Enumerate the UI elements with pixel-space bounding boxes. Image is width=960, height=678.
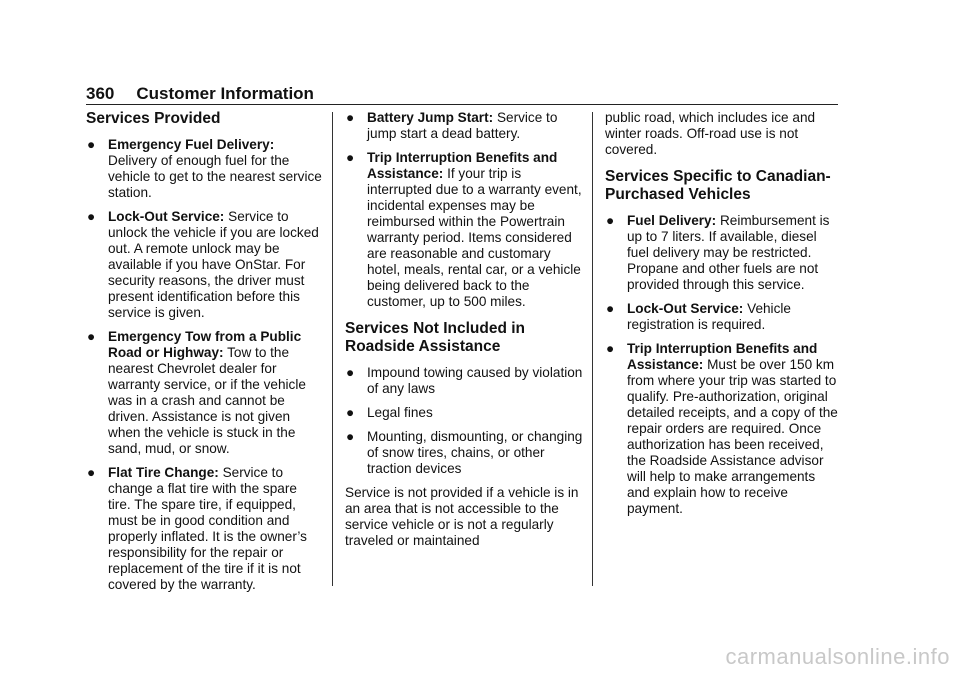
list-item: ● Lock-Out Service: Vehicle registration is required.: [606, 301, 791, 332]
bullet-icon: ●: [346, 429, 355, 444]
column-3: [605, 110, 841, 525]
list-item: ● Fuel Delivery: Reimbursement is up to 7 liters. If available, diesel fuel delivery may be restricted. Propane and other fuels are not provided through this service.: [606, 213, 830, 292]
list-item: ● Emergency Tow from a Public Road or Highway: Tow to the nearest Chevrolet dealer for warranty service, or if the vehicle was in a crash and cannot be driven. Assistance is not given when the vehicle is stuck in the sand, mud, or snow.: [87, 329, 306, 456]
services-provided-list: [86, 137, 322, 593]
list-item: ● Trip Interruption Benefits and Assistance: If your trip is interrupted due to a warranty event, incidental expenses may be reimbursed within the Powertrain warranty period. Items considered are reasonable and customary hotel, meals, rental car, or a vehicle being delivered back to the customer, up to 500 miles.: [346, 150, 582, 309]
bullet-icon: ●: [606, 213, 615, 228]
bullet-icon: ●: [606, 301, 615, 316]
list-item: ● Legal fines: [346, 405, 433, 420]
column-divider-2: [592, 112, 593, 586]
bullet-icon: ●: [346, 405, 355, 420]
column-2: [345, 110, 585, 557]
column-divider-1: [332, 112, 333, 586]
section-title: Customer Information: [136, 84, 314, 103]
bullet-icon: ●: [87, 137, 96, 152]
list-item: ● Emergency Fuel Delivery: Delivery of enough fuel for the vehicle to get to the nearest service station.: [87, 137, 322, 200]
watermark: carmanualsonline.info: [725, 644, 950, 669]
bullet-icon: ●: [87, 209, 96, 224]
heading-services-not-included: Services Not Included in Roadside Assistance: [345, 320, 526, 355]
page-header: [86, 82, 838, 105]
canadian-services-list: [605, 213, 841, 517]
bullet-icon: ●: [87, 465, 96, 480]
body-paragraph: Service is not provided if a vehicle is in an area that is not accessible to the service vehicle or is not a regularly traveled or maintained: [345, 485, 579, 548]
bullet-icon: ●: [346, 110, 355, 125]
body-paragraph-continued: public road, which includes ice and winter roads. Off-road use is not covered.: [605, 110, 816, 157]
list-item: ● Trip Interruption Benefits and Assistance: Must be over 150 km from where your trip was started to qualify. Pre-authorization, original detailed receipts, and a copy of the repair orders are required. Once authorization has been received, the Roadside Assistance advisor will help to make arrangements and explain how to receive payment.: [606, 341, 838, 516]
list-item: ● Flat Tire Change: Service to change a flat tire with the spare tire. The spare tire, if equipped, must be in good condition and properly inflated. It is the owner’s responsibility for the repair or replacement of the tire if it is not covered by the warranty.: [87, 465, 307, 592]
services-list-continued: [345, 110, 585, 310]
heading-canadian-services: Services Specific to Canadian-Purchased Vehicles: [605, 168, 831, 203]
heading-services-provided: Services Provided: [86, 110, 221, 127]
services-not-included-list: [345, 365, 585, 477]
list-item: ● Impound towing caused by violation of any laws: [346, 365, 583, 396]
column-1: [86, 110, 322, 601]
list-item: ● Mounting, dismounting, or changing of snow tires, chains, or other traction devices: [346, 429, 583, 476]
page-number: 360: [86, 84, 115, 103]
list-item: ● Lock-Out Service: Service to unlock the vehicle if you are locked out. A remote unlock may be available if you have OnStar. For security reasons, the driver must present identification before this service is given.: [87, 209, 319, 320]
bullet-icon: ●: [606, 341, 615, 356]
bullet-icon: ●: [346, 150, 355, 165]
list-item: ● Battery Jump Start: Service to jump start a dead battery.: [346, 110, 558, 141]
bullet-icon: ●: [87, 329, 96, 344]
bullet-icon: ●: [346, 365, 355, 380]
